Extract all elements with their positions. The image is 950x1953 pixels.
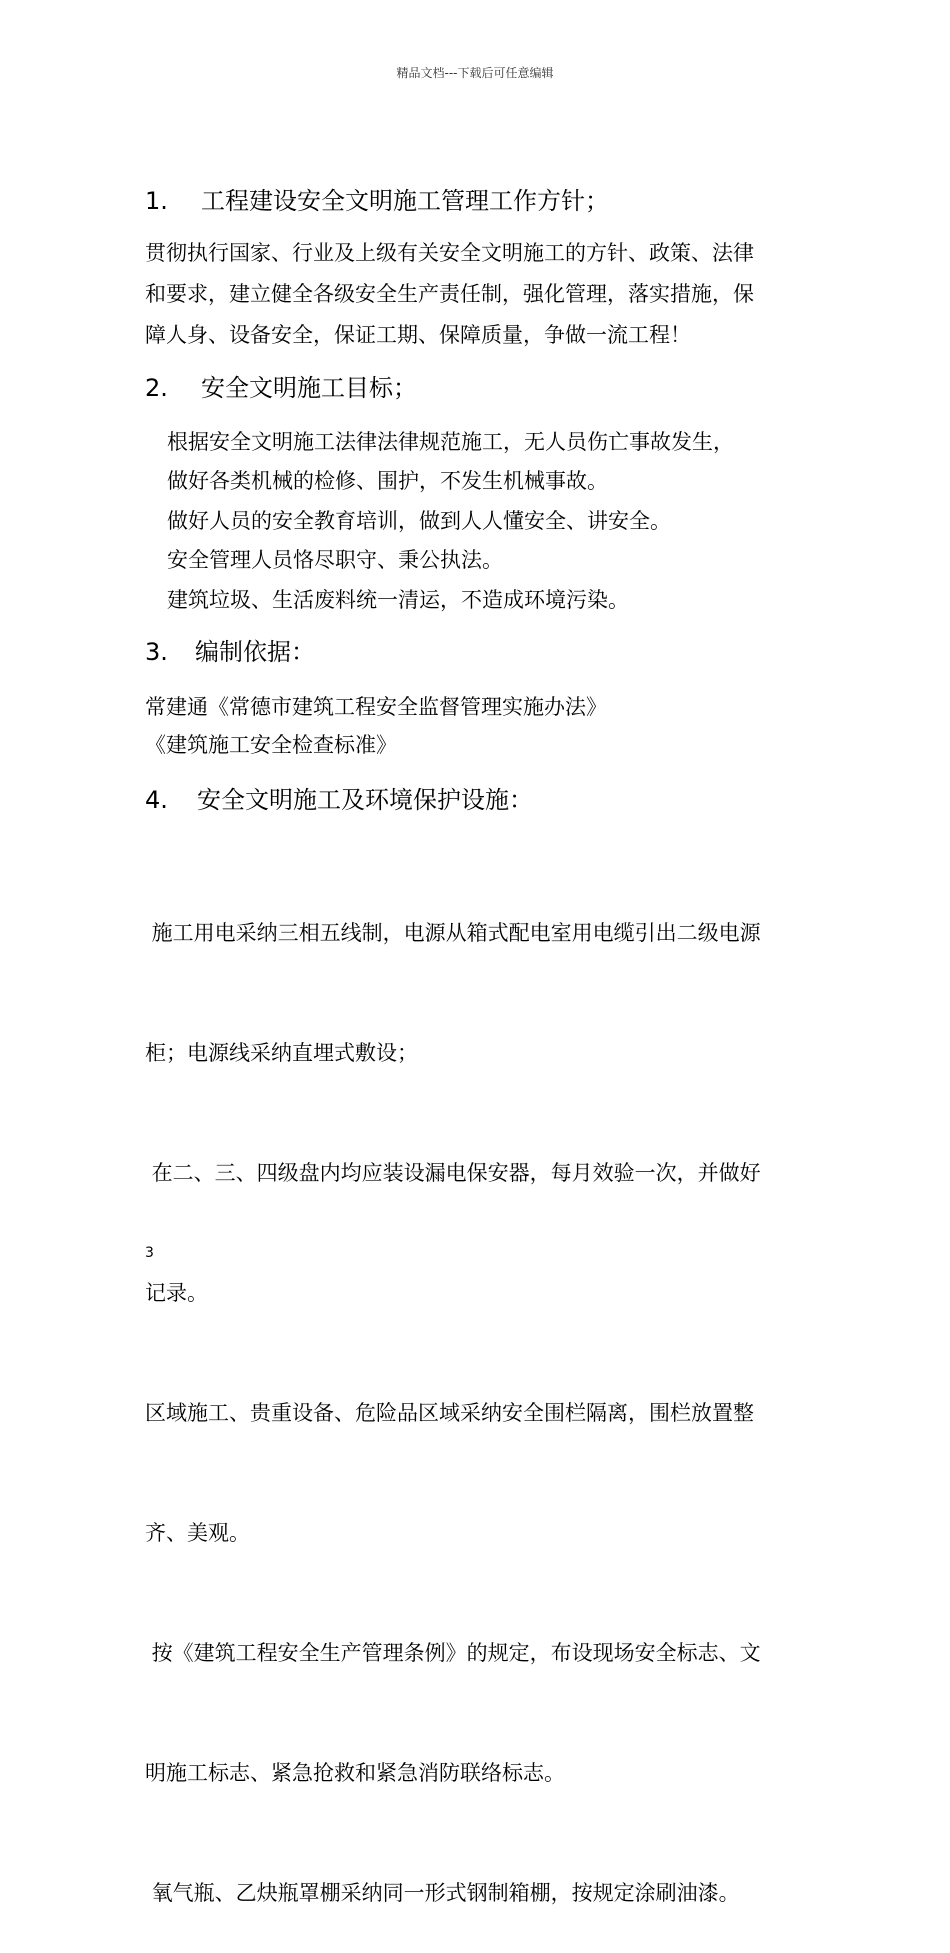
section-2-item: 做好人员的安全教育培训，做到人人懂安全、讲安全。 (167, 509, 671, 533)
section-4-line: 施工用电采纳三相五线制，电源从箱式配电室用电缆引出二级电源 (145, 921, 761, 945)
section-3-number: 3. (145, 638, 168, 666)
section-2-item: 安全管理人员恪尽职守、秉公执法。 (167, 548, 503, 572)
section-1-heading (145, 186, 609, 216)
section-1-line: 障人身、设备安全，保证工期、保障质量，争做一流工程！ (145, 323, 691, 347)
section-2-item: 建筑垃圾、生活废料统一清运，不造成环境污染。 (167, 588, 629, 612)
section-4-line: 齐、美观。 (145, 1521, 250, 1545)
section-4-line: 明施工标志、紧急抢救和紧急消防联络标志。 (145, 1761, 565, 1785)
section-3-reference: 《建筑施工安全检查标准》 (145, 733, 397, 757)
section-4-heading (145, 785, 533, 815)
section-2-item: 根据安全文明施工法律法律规范施工，无人员伤亡事故发生， (167, 430, 734, 454)
section-2-title: 安全文明施工目标； (201, 374, 417, 402)
section-1-line: 和要求，建立健全各级安全生产责任制，强化管理，落实措施，保 (145, 282, 754, 306)
section-3-heading (145, 637, 315, 667)
section-2-number: 2. (145, 374, 168, 402)
section-4-line: 柜；电源线采纳直埋式敷设； (145, 1041, 418, 1065)
section-4-line: 记录。 (145, 1281, 208, 1305)
section-1-number: 1. (145, 187, 168, 215)
section-2-item: 做好各类机械的检修、围护，不发生机械事故。 (167, 469, 608, 493)
section-4-number: 4. (145, 786, 168, 814)
section-3-reference: 常建通《常德市建筑工程安全监督管理实施办法》 (145, 695, 607, 719)
section-1-line: 贯彻执行国家、行业及上级有关安全文明施工的方针、政策、法律 (145, 241, 754, 265)
section-2-heading (145, 373, 417, 403)
header-watermark: 精品文档---下载后可任意编辑 (396, 66, 554, 80)
section-1-title: 工程建设安全文明施工管理工作方针； (201, 187, 609, 215)
section-4-line: 在二、三、四级盘内均应装设漏电保安器，每月效验一次，并做好 (145, 1161, 761, 1185)
section-4-line: 按《建筑工程安全生产管理条例》的规定，布设现场安全标志、文 (145, 1641, 761, 1665)
page-number: 3 (145, 1245, 154, 1261)
section-4-title: 安全文明施工及环境保护设施： (197, 786, 533, 814)
section-4-body (145, 833, 761, 1953)
section-4-line: 氧气瓶、乙炔瓶罩棚采纳同一形式钢制箱棚，按规定涂刷油漆。 (145, 1881, 740, 1905)
section-3-title: 编制依据： (195, 638, 315, 666)
section-4-line: 区域施工、贵重设备、危险品区域采纳安全围栏隔离，围栏放置整 (145, 1401, 754, 1425)
section-1-body (145, 233, 754, 356)
